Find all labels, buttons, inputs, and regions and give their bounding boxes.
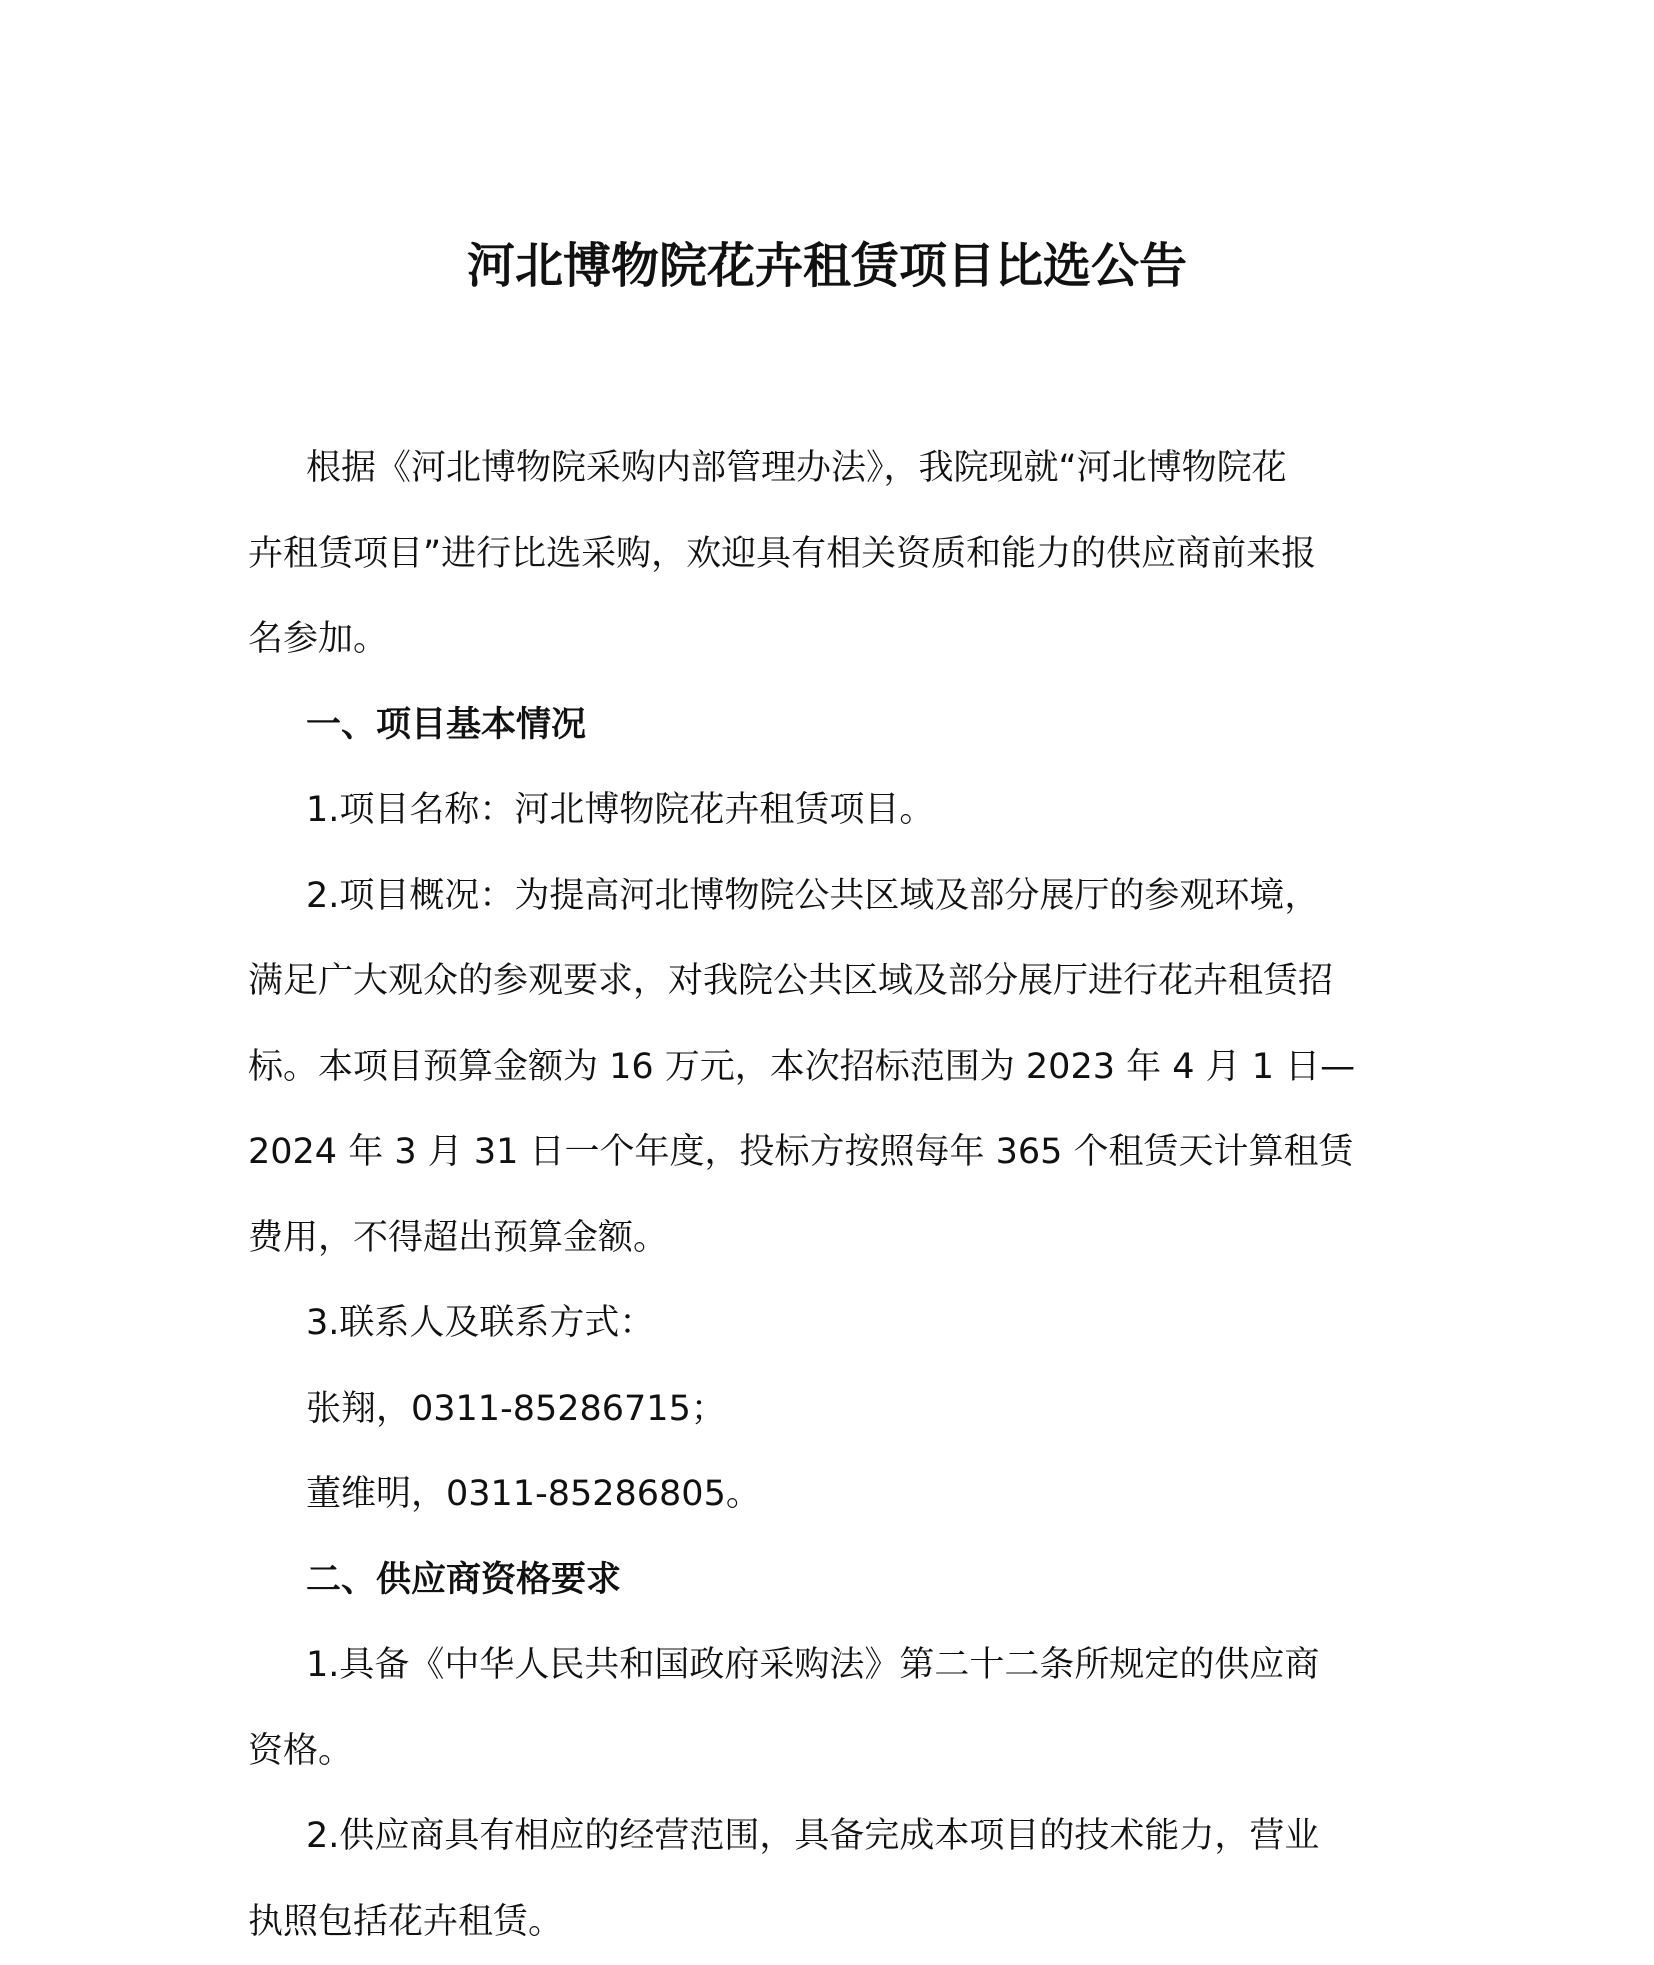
body-line-18: 执照包括花卉租赁。 — [248, 1880, 1398, 1965]
body-line-2: 卉租赁项目”进行比选采购，欢迎具有相关资质和能力的供应商前来报 — [248, 512, 1398, 598]
contact-line-1: 张翔，0311-85286715； — [248, 1367, 1398, 1453]
body-line-1: 根据《河北博物院采购内部管理办法》，我院现就“河北博物院花 — [248, 426, 1398, 512]
body-line-3: 名参加。 — [248, 597, 1398, 683]
section-heading-2: 二、供应商资格要求 — [248, 1538, 1398, 1624]
body-line-9: 2024 年 3 月 31 日一个年度，投标方按照每年 365 个租赁天计算租赁 — [248, 1110, 1398, 1196]
body-line-5: 1.项目名称：河北博物院花卉租赁项目。 — [248, 768, 1398, 854]
body-line-10: 费用，不得超出预算金额。 — [248, 1196, 1398, 1282]
body-line-17: 2.供应商具有相应的经营范围，具备完成本项目的技术能力，营业 — [248, 1794, 1398, 1880]
body-line-7: 满足广大观众的参观要求，对我院公共区域及部分展厅进行花卉租赁招 — [248, 939, 1398, 1025]
body-line-6: 2.项目概况：为提高河北博物院公共区域及部分展厅的参观环境， — [248, 854, 1398, 940]
body-line-8: 标。本项目预算金额为 16 万元，本次招标范围为 2023 年 4 月 1 日— — [248, 1025, 1398, 1111]
section-heading-1: 一、项目基本情况 — [248, 683, 1398, 769]
document-body — [248, 426, 1398, 1965]
body-line-16: 资格。 — [248, 1709, 1398, 1795]
body-line-15: 1.具备《中华人民共和国政府采购法》第二十二条所规定的供应商 — [248, 1623, 1398, 1709]
contact-line-2: 董维明，0311-85286805。 — [248, 1452, 1398, 1538]
document-title: 河北博物院花卉租赁项目比选公告 — [0, 236, 1654, 296]
body-line-11: 3.联系人及联系方式： — [248, 1281, 1398, 1367]
